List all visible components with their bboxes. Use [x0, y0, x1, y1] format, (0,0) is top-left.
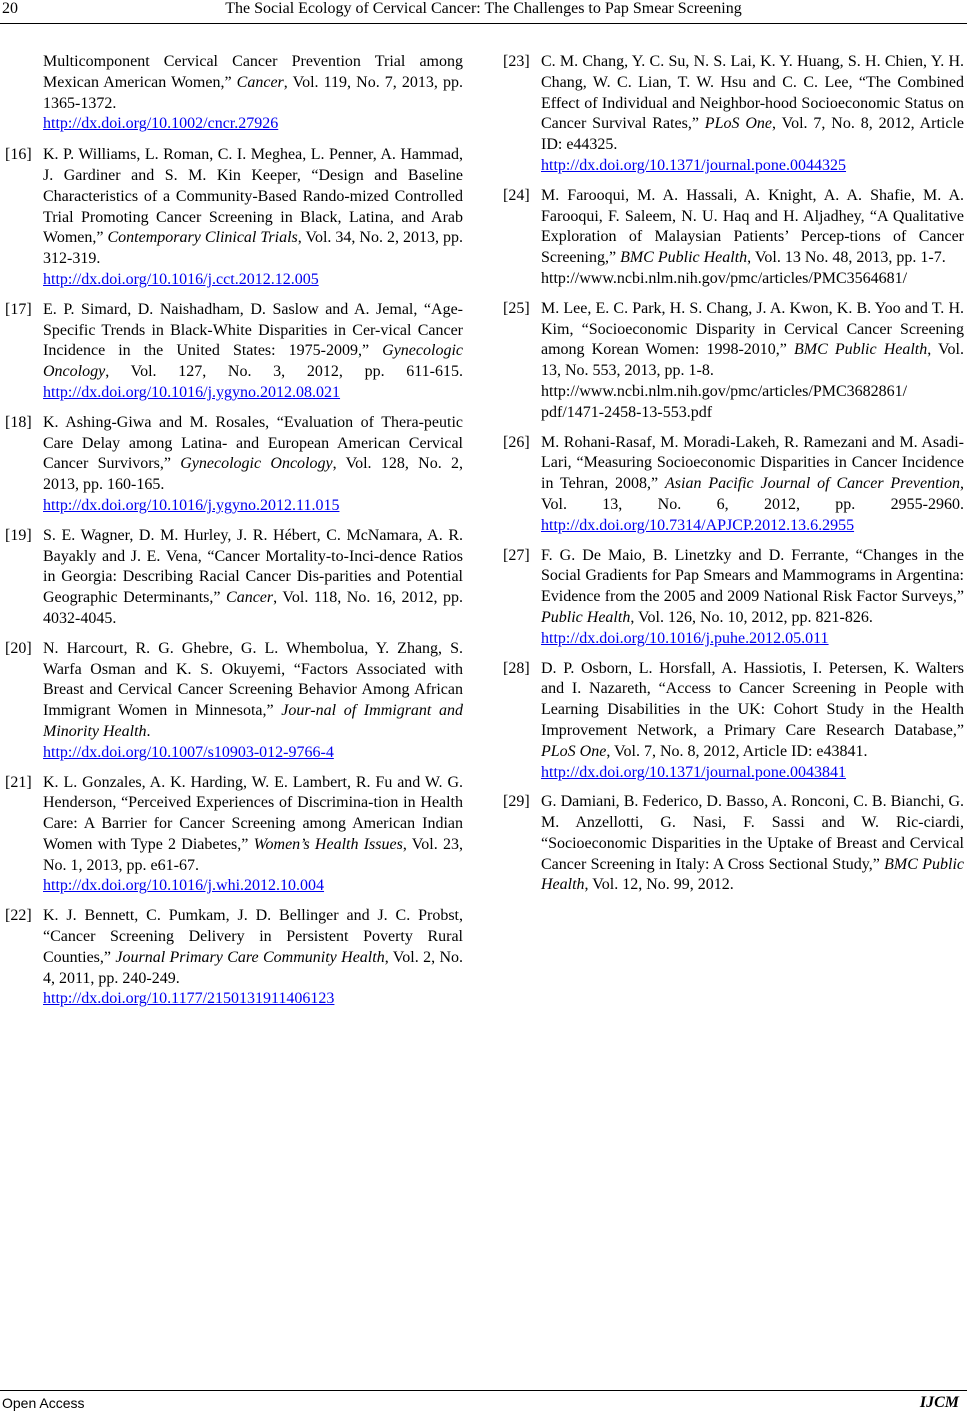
- footer-rule: [0, 1390, 967, 1391]
- reference-body: [43, 526, 463, 630]
- reference-number: [16]: [5, 146, 32, 164]
- reference-text: F. G. De Maio, B. Linetzky and D. Ferrante, “Changes in the Social Gradients for Pap Smears and Mammograms in Argentina: Evidence from the 2005 and 2009 National Risk Factor Surveys,”: [541, 546, 964, 606]
- journal-title: Contemporary Clinical Trials: [107, 229, 298, 247]
- reference-text: Multicomponent Cervical Cancer Prevention Trial among Mexican American Women,”: [43, 53, 463, 91]
- reference-number: [24]: [503, 186, 530, 204]
- right-column: [503, 52, 964, 905]
- reference-body: [43, 906, 463, 1010]
- reference-text: , Vol. 13, No. 6, 2012, pp. 2955-2960.: [541, 475, 964, 513]
- reference-item: [5, 526, 463, 630]
- reference-item: [5, 773, 463, 898]
- doi-link[interactable]: http://dx.doi.org/10.1371/journal.pone.0044325: [541, 156, 847, 174]
- header-rule: [0, 23, 967, 24]
- reference-body: [541, 52, 964, 177]
- reference-number: [28]: [503, 659, 530, 677]
- reference-text: , Vol. 7, No. 8, 2012, Article ID: e43841.: [606, 742, 868, 760]
- doi-link[interactable]: http://dx.doi.org/10.1371/journal.pone.0043841: [541, 763, 847, 781]
- reference-body: [43, 773, 463, 898]
- reference-body: [43, 300, 463, 404]
- reference-text: K. L. Gonzales, A. K. Harding, W. E. Lambert, R. Fu and W. G. Henderson, “Perceived Experiences of Discrimina-tion in Health Care: A Barrier for Cancer Screening among American Indian Women with Type 2 Diabetes,”: [43, 773, 463, 853]
- reference-text: , Vol. 12, No. 99, 2012.: [584, 876, 734, 894]
- reference-text: N. Harcourt, R. G. Ghebre, G. L. Whembolua, Y. Zhang, S. Warfa Osman and K. S. Okuyemi, “Factors Associated with Breast and Cervical Cancer Screening Behavior Among African Immigrant Women in Minnesota,”: [43, 639, 463, 720]
- reference-body: [43, 413, 463, 517]
- reference-text: , Vol. 2, No. 4, 2011, pp. 240-249.: [43, 948, 464, 987]
- reference-item: [503, 792, 964, 896]
- continued-reference: [5, 52, 463, 135]
- reference-text: G. Damiani, B. Federico, D. Basso, A. Ronconi, C. B. Bianchi, G. M. Anzellotti, G. Nasi, F. Sassi and W. Ric-ciardi, “Socioeconomic Disparities in the Uptake of Breast and Cervical Cancer Screening in Italy: A Cross Sectional Study,”: [541, 793, 964, 873]
- reference-item: [5, 639, 463, 764]
- reference-body: [43, 145, 463, 291]
- reference-number: [17]: [5, 300, 32, 318]
- reference-text: , Vol. 13 No. 48, 2013, pp. 1-7.: [747, 249, 946, 267]
- journal-title: PLoS One: [704, 115, 772, 133]
- doi-link[interactable]: http://dx.doi.org/10.1007/s10903-012-9766-4: [43, 743, 334, 761]
- reference-text: .: [146, 722, 151, 740]
- reference-url: http://www.ncbi.nlm.nih.gov/pmc/articles/PMC3564681/: [541, 269, 908, 287]
- reference-number: [23]: [503, 53, 530, 70]
- reference-body: [541, 299, 964, 424]
- reference-number: [21]: [5, 773, 32, 791]
- journal-title: Jour-nal of Immigrant and Minority Health: [43, 702, 464, 740]
- reference-text: , Vol. 119, No. 7, 2013, pp. 1365-1372.: [43, 73, 464, 112]
- journal-title: Women’s Health Issues: [253, 835, 403, 853]
- journal-title: BMC Public Health: [793, 341, 928, 359]
- reference-item: [5, 413, 463, 517]
- doi-link[interactable]: http://dx.doi.org/10.1002/cncr.27926: [43, 115, 279, 133]
- reference-item: [5, 145, 463, 291]
- doi-link[interactable]: http://dx.doi.org/10.1016/j.puhe.2012.05.011: [541, 629, 829, 647]
- journal-title: Asian Pacific Journal of Cancer Prevention: [665, 475, 960, 493]
- reference-number: [26]: [503, 433, 530, 451]
- reference-item: [5, 906, 463, 1010]
- reference-text: D. P. Osborn, L. Horsfall, A. Hassiotis, I. Petersen, K. Walters and I. Nazareth, “Access to Cancer Screening in People with Learning Disabilities in the UK: Cohort Study in the Health Improvement Network, a Primary Care Research Database,”: [541, 659, 964, 739]
- reference-text: , Vol. 128, No. 2, 2013, pp. 160-165.: [43, 455, 463, 494]
- journal-title: PLoS One: [541, 742, 607, 760]
- reference-item: [503, 546, 964, 650]
- journal-title: BMC Public Health: [620, 249, 748, 267]
- reference-url: http://www.ncbi.nlm.nih.gov/pmc/articles/PMC3682861/ pdf/1471-2458-13-553.pdf: [541, 382, 908, 421]
- reference-text: , Vol. 34, No. 2, 2013, pp. 312-319.: [43, 229, 464, 268]
- doi-link[interactable]: http://dx.doi.org/10.1016/j.ygyno.2012.08.021: [43, 383, 341, 401]
- journal-title: Cancer: [236, 73, 284, 91]
- journal-abbreviation: IJCM: [919, 1394, 959, 1411]
- left-column: [5, 52, 463, 1019]
- doi-link[interactable]: http://dx.doi.org/10.1016/j.ygyno.2012.11.015: [43, 496, 340, 514]
- reference-body: [541, 186, 964, 290]
- reference-text: , Vol. 7, No. 8, 2012, Article ID: e44325.: [541, 115, 964, 154]
- page-number: 20: [2, 0, 18, 17]
- doi-link[interactable]: http://dx.doi.org/10.7314/APJCP.2012.13.6.2955: [541, 516, 855, 534]
- reference-number: [18]: [5, 413, 32, 431]
- reference-item: [503, 659, 964, 784]
- reference-item: [503, 186, 964, 290]
- reference-text: , Vol. 118, No. 16, 2012, pp. 4032-4045.: [43, 589, 463, 627]
- open-access-label: Open Access: [2, 1395, 85, 1411]
- reference-item: [503, 299, 964, 424]
- reference-text: S. E. Wagner, D. M. Hurley, J. R. Hébert, C. McNamara, A. R. Bayakly and J. E. Vena, “Cancer Mortality-to-Inci-dence Ratios in Georgia: Describing Racial Cancer Dis-parities and Potential Geographic Determinants,”: [43, 526, 463, 607]
- reference-number: [19]: [5, 526, 32, 544]
- reference-text: , Vol. 13, No. 553, 2013, pp. 1-8.: [541, 341, 964, 380]
- reference-text: , Vol. 23, No. 1, 2013, pp. e61-67.: [43, 835, 464, 874]
- reference-number: [20]: [5, 639, 32, 657]
- reference-body: [541, 546, 964, 650]
- reference-body: [43, 639, 463, 764]
- reference-item: [503, 52, 964, 177]
- doi-link[interactable]: http://dx.doi.org/10.1016/j.cct.2012.12.005: [43, 270, 319, 288]
- journal-title: Journal Primary Care Community Health: [115, 948, 385, 966]
- reference-text: K. P. Williams, L. Roman, C. I. Meghea, L. Penner, A. Hammad, J. Gardiner and S. M. Kin Keeper, “Design and Baseline Characteristics of a Community-Based Rando-mized Controlled Trial Promoting Cancer Screening in Black, Latina, and Arab Women,”: [43, 146, 463, 247]
- reference-text: , Vol. 127, No. 3, 2012, pp. 611-615.: [105, 363, 463, 381]
- reference-number: [25]: [503, 299, 530, 317]
- journal-title: Gynecologic Oncology: [43, 342, 463, 381]
- journal-title: Public Health: [541, 608, 631, 626]
- reference-number: [27]: [503, 546, 530, 564]
- journal-title: Cancer: [226, 589, 274, 607]
- reference-body: [541, 792, 964, 896]
- reference-number: [22]: [5, 907, 32, 925]
- reference-text: K. J. Bennett, C. Pumkam, J. D. Bellinger and J. C. Probst, “Cancer Screening Delivery in Persistent Poverty Rural Counties,”: [43, 907, 463, 966]
- reference-text: M. Farooqui, M. A. Hassali, A. Knight, A. A. Shafie, M. A. Farooqui, F. Saleem, N. U. Haq and H. Aljadhey, “A Qualitative Exploration of Malaysian Patients’ Percep-tions of Cancer Screening,”: [541, 186, 964, 267]
- reference-text: , Vol. 126, No. 10, 2012, pp. 821-826.: [630, 608, 873, 626]
- journal-title: BMC Public Health: [541, 855, 964, 894]
- reference-text: E. P. Simard, D. Naishadham, D. Saslow and A. Jemal, “Age-Specific Trends in Black-White Disparities in Cer-vical Cancer Incidence in the United States: 1975-2009,”: [43, 300, 463, 360]
- reference-text: M. Lee, E. C. Park, H. S. Chang, J. A. Kwon, K. B. Yoo and T. H. Kim, “Socioeconomic Disparity in Cervical Cancer Screening among Korean Women: 1998-2010,”: [541, 299, 964, 359]
- journal-title: Gynecologic Oncology: [180, 455, 333, 473]
- reference-body: [541, 659, 964, 784]
- reference-text: M. Rohani-Rasaf, M. Moradi-Lakeh, R. Ramezani and M. Asadi-Lari, “Measuring Socioeconomic Disparities in Cancer Incidence in Tehran, 2008,”: [541, 433, 964, 493]
- reference-item: [503, 433, 964, 537]
- doi-link[interactable]: http://dx.doi.org/10.1016/j.whi.2012.10.004: [43, 877, 325, 895]
- doi-link[interactable]: http://dx.doi.org/10.1177/2150131911406123: [43, 990, 335, 1008]
- reference-number: [29]: [503, 793, 530, 811]
- reference-text: K. Ashing-Giwa and M. Rosales, “Evaluation of Thera-peutic Care Delay among Latina- and European American Cervical Cancer Survivors,”: [43, 413, 463, 473]
- reference-item: [5, 300, 463, 404]
- running-title: The Social Ecology of Cervical Cancer: The Challenges to Pap Smear Screening: [225, 0, 742, 17]
- reference-body: [541, 433, 964, 537]
- reference-text: C. M. Chang, Y. C. Su, N. S. Lai, K. Y. Huang, S. H. Chien, Y. H. Chang, W. C. Lian, T. W. Hsu and C. C. Lee, “The Combined Effect of Individual and Neighbor-hood Socioeconomic Status on Cancer Survival Rates,”: [541, 53, 964, 133]
